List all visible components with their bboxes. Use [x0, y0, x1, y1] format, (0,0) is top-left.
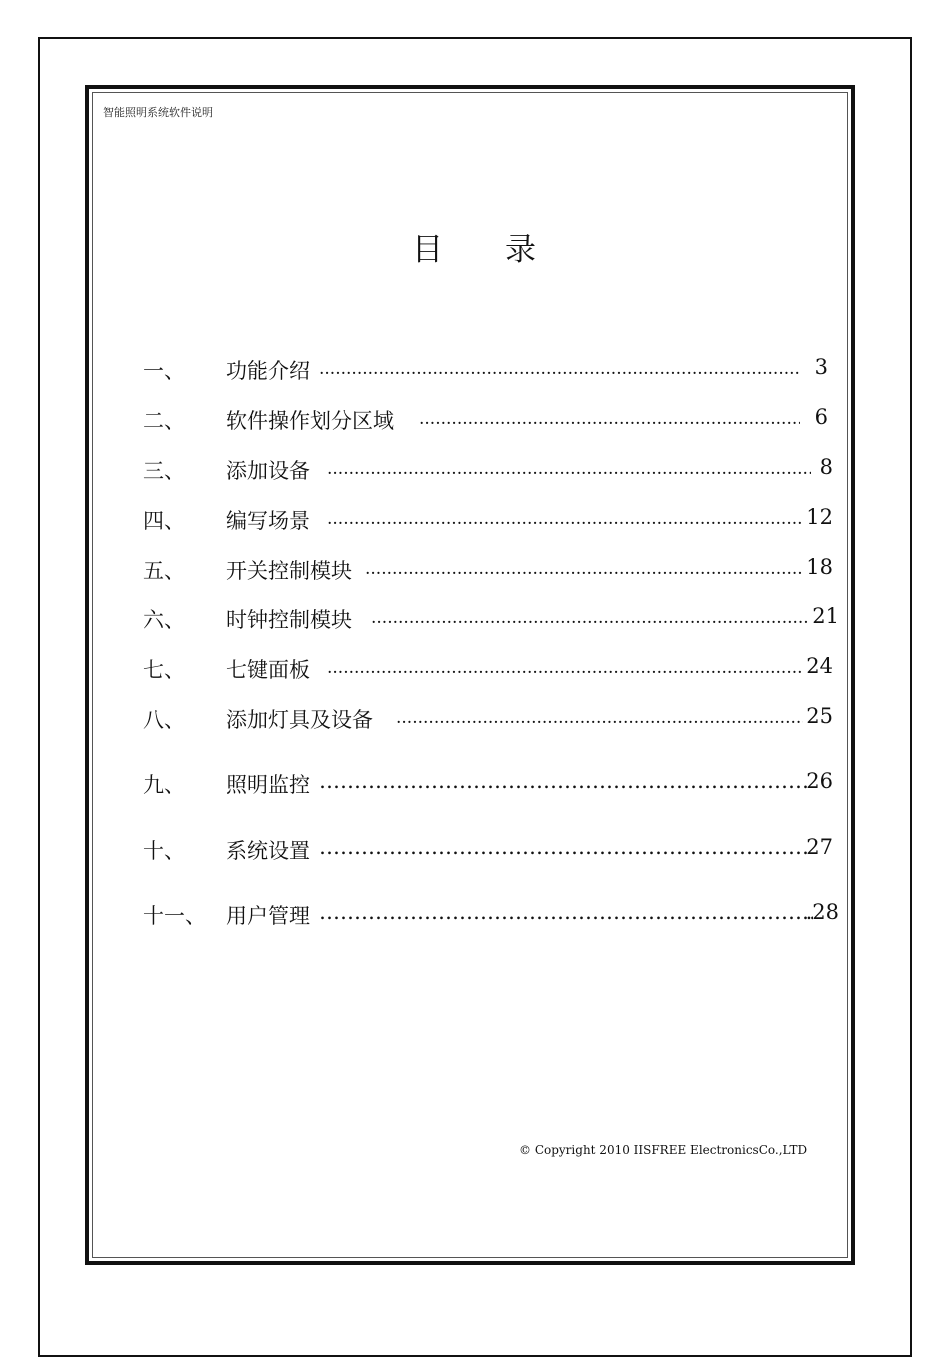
toc-leader-dots	[396, 704, 803, 730]
toc-entry-label: 编写场景	[226, 509, 310, 533]
toc-leader-dots	[419, 405, 800, 431]
toc-entry-label: 添加灯具及设备	[226, 708, 373, 732]
toc-entry[interactable]	[143, 654, 833, 680]
toc-entry-page: 24	[806, 654, 833, 678]
toc-entry-page: 26	[806, 769, 833, 793]
toc-entry[interactable]	[143, 769, 833, 795]
toc-entry-page: 18	[806, 555, 833, 579]
toc-entry-number: 四、	[143, 509, 185, 533]
toc-entry[interactable]	[143, 704, 833, 730]
toc-entry-number: 五、	[143, 559, 185, 583]
toc-entry-page: 25	[806, 704, 833, 728]
toc-leader-dots	[327, 455, 811, 481]
toc-entry-page: 21	[812, 604, 839, 628]
toc-entry-page: 12	[806, 505, 833, 529]
toc-entry[interactable]	[143, 505, 833, 531]
copyright-notice: © Copyright 2010 IISFREE ElectronicsCo.,LTD	[519, 1143, 808, 1157]
toc-entry-number: 八、	[143, 708, 185, 732]
toc-leader-dots	[319, 769, 809, 795]
toc-leader-dots	[319, 900, 813, 926]
toc-entry[interactable]	[143, 355, 828, 381]
toc-entry[interactable]	[143, 604, 839, 630]
toc-entry-label: 照明监控	[226, 773, 310, 797]
toc-entry-number: 九、	[143, 773, 185, 797]
toc-entry-page: 3	[814, 355, 828, 379]
toc-entry-page: 6	[814, 405, 828, 429]
toc-entry[interactable]	[143, 405, 828, 431]
running-header: 智能照明系统软件说明	[103, 106, 213, 119]
toc-entry-label: 开关控制模块	[226, 559, 352, 583]
toc-entry-label: 用户管理	[226, 904, 310, 928]
toc-entry-number: 二、	[143, 409, 185, 433]
toc-leader-dots	[371, 604, 809, 630]
toc-entry-page: 8	[819, 455, 833, 479]
toc-entry-page: 27	[806, 835, 833, 859]
toc-leader-dots	[319, 835, 809, 861]
toc-entry-label: 系统设置	[226, 839, 310, 863]
toc-entry[interactable]	[143, 900, 839, 926]
toc-entry-number: 一、	[143, 359, 185, 383]
toc-entry-number: 十、	[143, 839, 185, 863]
toc-entry[interactable]	[143, 455, 833, 481]
toc-entry-label: 七键面板	[226, 658, 310, 682]
toc-entry-page: .28	[805, 900, 839, 924]
toc-entry-number: 三、	[143, 459, 185, 483]
toc-entry-label: 时钟控制模块	[226, 608, 352, 632]
toc-entry[interactable]	[143, 555, 833, 581]
toc-title: 目录	[412, 232, 598, 268]
toc-entry-number: 十一、	[143, 904, 206, 928]
toc-entry-label: 功能介绍	[226, 359, 310, 383]
toc-entry-number: 六、	[143, 608, 185, 632]
toc-leader-dots	[365, 555, 803, 581]
toc-leader-dots	[327, 505, 803, 531]
toc-entry-label: 添加设备	[226, 459, 310, 483]
toc-leader-dots	[327, 654, 803, 680]
toc-entry-number: 七、	[143, 658, 185, 682]
toc-leader-dots	[319, 355, 800, 381]
toc-entry[interactable]	[143, 835, 833, 861]
toc-entry-label: 软件操作划分区域	[226, 409, 394, 433]
